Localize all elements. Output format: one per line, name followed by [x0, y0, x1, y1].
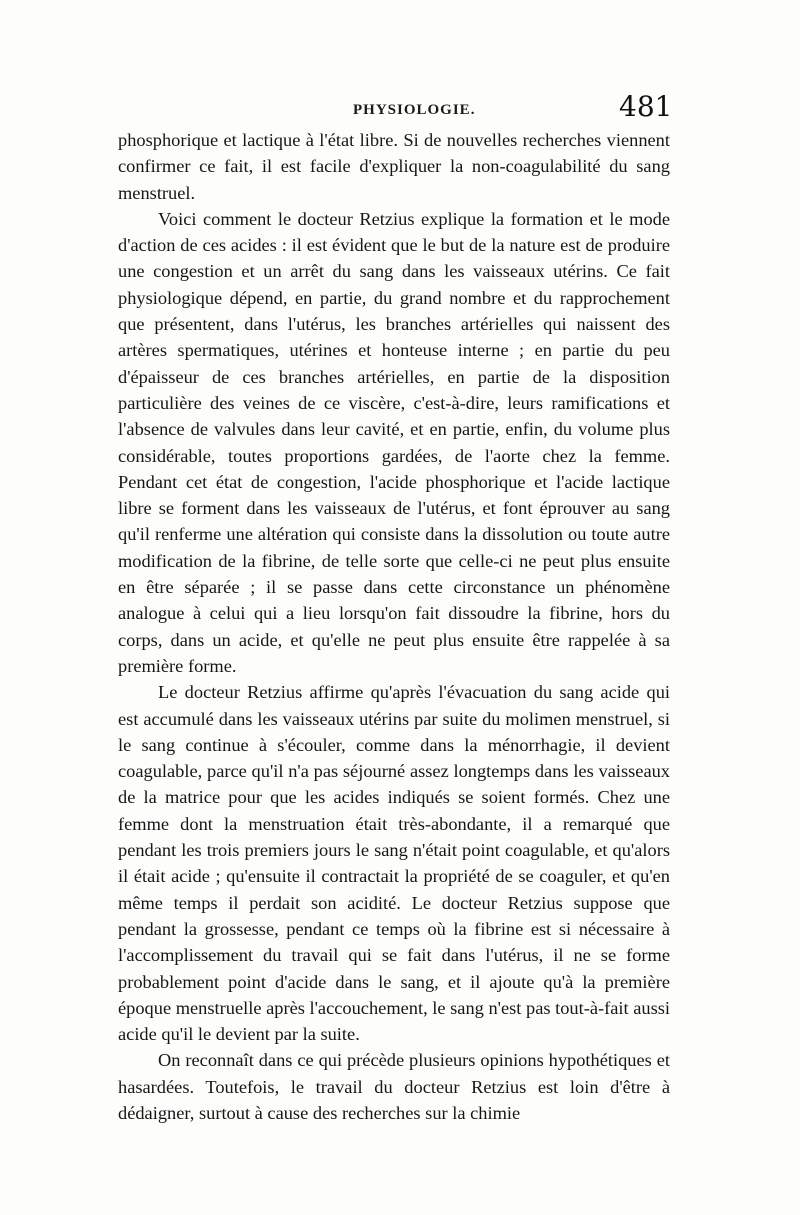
page-number: 481 — [619, 90, 673, 123]
paragraph: On reconnaît dans ce qui précède plusieurs opinions hypothétiques et hasardées. Toutefois, le travail du docteur Retzius est loin d'être à dédaigner, surtout à cause des recherches sur la chimie — [118, 1050, 670, 1123]
running-head-title: PHYSIOLOGIE. — [353, 102, 476, 118]
running-head — [0, 80, 800, 123]
paragraph: Voici comment le docteur Retzius explique la formation et le mode d'action de ces acides : il est évident que le but de la nature est de produire une congestion et un arrêt du sang dans les vaisseaux utérins. Ce fait physiologique dépend, en partie, du grand nombre et du rapprochement que présentent, dans l'utérus, les branches artérielles qui naissent des artères spermatiques, utérines et honteuse interne ; en partie du peu d'épaisseur de ces branches artérielles, en partie de la disposition particulière des veines de ce viscère, c'est-à-dire, leurs ramifications et l'absence de valvules dans leur cavité, et en partie, enfin, du volume plus considérable, toutes proportions gardées, de l'aorte chez la femme. Pendant cet état de congestion, l'acide phosphorique et l'acide lactique libre se forment dans les vaisseaux de l'utérus, et font éprouver au sang qu'il renferme une altération qui consiste dans la dissolution ou toute autre modification de la fibrine, de telle sorte que celle-ci ne peut plus ensuite en être séparée ; il se passe dans cette circonstance un phénomène analogue à celui qui a lieu lorsqu'on fait dissoudre la fibrine, hors du corps, dans un acide, et qu'elle ne peut plus ensuite être rappelée à sa première forme. — [118, 208, 670, 676]
paragraph-continued: phosphorique et lactique à l'état libre. Si de nouvelles recherches viennent confirmer ce fait, il est facile d'expliquer la non-coagulabilité du sang menstruel. — [118, 130, 670, 203]
body-text — [118, 127, 670, 1126]
paragraph: Le docteur Retzius affirme qu'après l'évacuation du sang acide qui est accumulé dans les vaisseaux utérins par suite du molimen menstruel, si le sang continue à s'écouler, comme dans la ménorrhagie, il devient coagulable, parce qu'il n'a pas séjourné assez longtemps dans les vaisseaux de la matrice pour que les acides indiqués se soient formés. Chez une femme dont la menstruation était très-abondante, il a remarqué que pendant les trois premiers jours le sang n'était point coagulable, et qu'alors il était acide ; qu'ensuite il contractait la propriété de se coaguler, et qu'en même temps il perdait son acidité. Le docteur Retzius suppose que pendant la grossesse, pendant ce temps où la fibrine est si nécessaire à l'accomplissement du travail qui se fait dans l'utérus, il ne se forme probablement point d'acide dans le sang, et il ajoute qu'à la première époque menstruelle après l'accouchement, le sang n'est pas tout-à-fait aussi acide qu'il le devient par la suite. — [118, 682, 671, 1045]
